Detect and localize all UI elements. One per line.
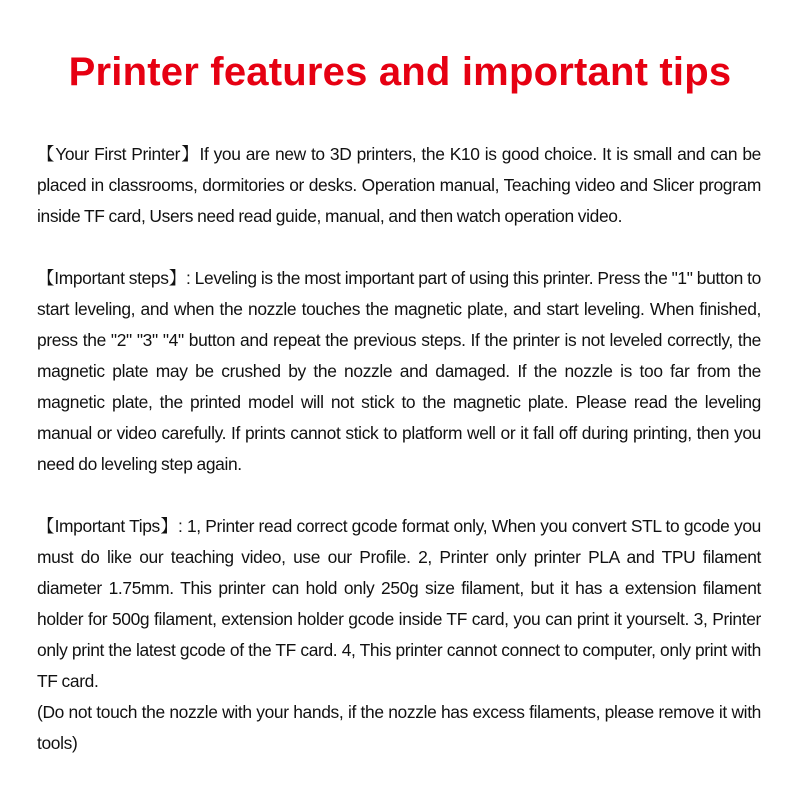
page-title: Printer features and important tips bbox=[68, 50, 732, 94]
paragraph-important-tips: 【Important Tips】: 1, Printer read correct gcode format only, When you convert STL to gcode you must do like our teaching video, use our Profile. 2, Printer only printer PLA and TPU filament diameter 1.75mm. This printer can hold only 250g size filament, but it has a extension filament holder for 500g filament, extension holder gcode inside TF card, you can print it yourselt. 3, Printer only print the latest gcode of the TF card. 4, This printer cannot connect to computer, only print with TF card. bbox=[37, 516, 761, 691]
paragraph-important-steps: 【Important steps】: Leveling is the most important part of using this printer. Press the "1" button to start leveling, and when the nozzle touches the magnetic plate, and start leveling. When finished, press the "2" "3" "4" button and repeat the previous steps. If the printer is not leveled correctly, the magnetic plate may be crushed by the nozzle and damaged. If the nozzle is too far from the magnetic plate, the printed model will not stick to the magnetic plate. Please read the leveling manual or video carefully. If prints cannot stick to platform well or it fall off during printing, then you need do leveling step again. bbox=[37, 268, 761, 474]
paragraph-first-printer: 【Your First Printer】If you are new to 3D printers, the K10 is good choice. It is small and can be placed in classrooms, dormitories or desks. Operation manual, Teaching video and Slicer program inside TF card, Users need read guide, manual, and then watch operation video. bbox=[37, 144, 761, 226]
paragraph-warning: (Do not touch the nozzle with your hands, if the nozzle has excess filaments, please remove it with tools) bbox=[37, 702, 761, 753]
tips-body bbox=[37, 139, 761, 759]
